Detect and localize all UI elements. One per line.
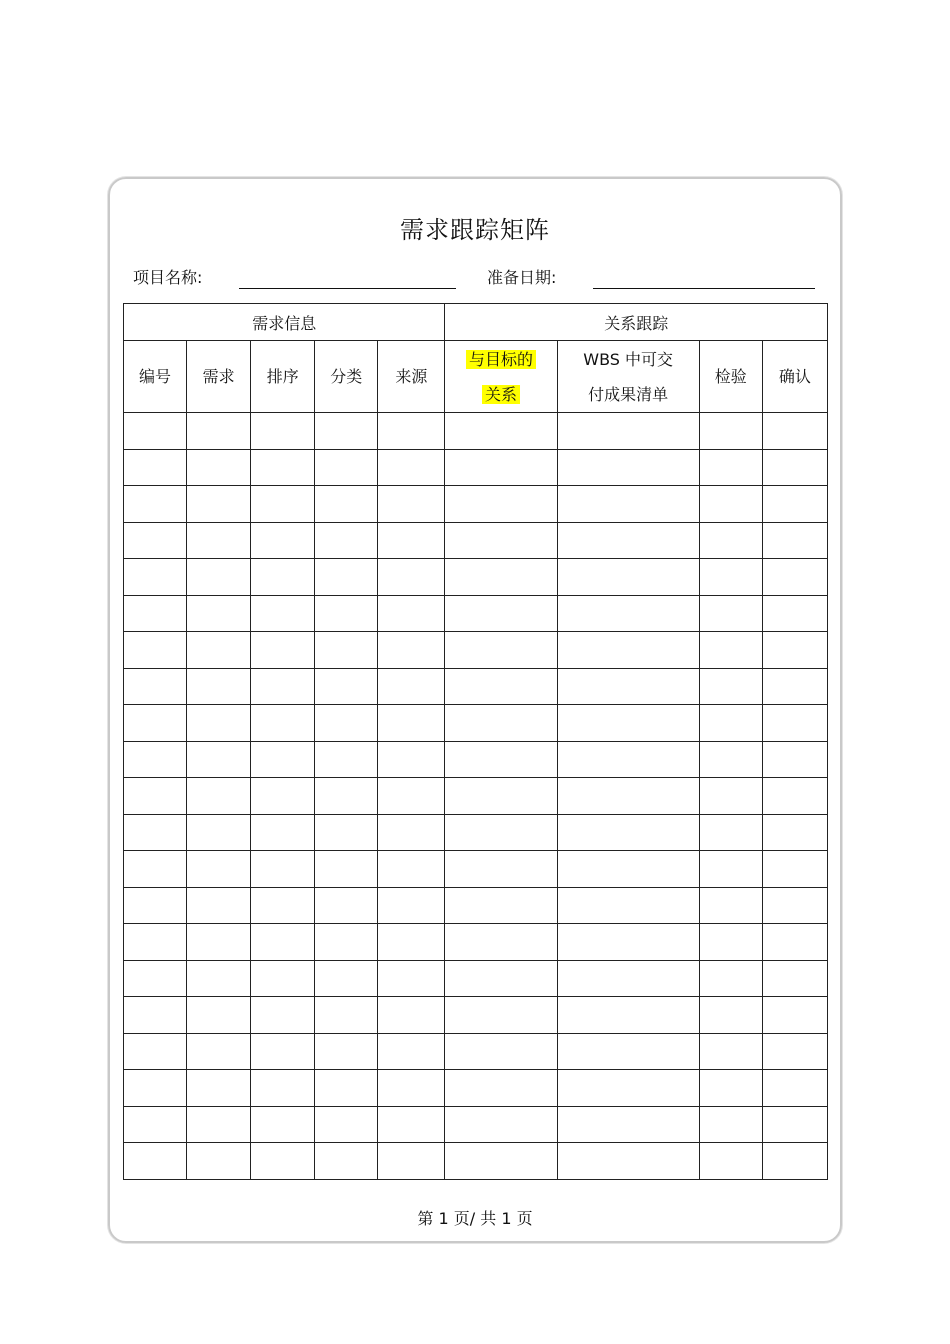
table-cell[interactable] [251, 741, 315, 778]
table-cell[interactable] [699, 924, 762, 961]
table-cell[interactable] [378, 741, 445, 778]
column-header-priority: 排序 [251, 341, 315, 413]
table-row [124, 778, 828, 815]
table-cell[interactable] [699, 668, 762, 705]
table-cell[interactable] [699, 997, 762, 1034]
table-cell[interactable] [187, 960, 251, 997]
table-cell[interactable] [187, 559, 251, 596]
table-cell[interactable] [315, 887, 378, 924]
table-cell[interactable] [187, 705, 251, 742]
table-cell[interactable] [315, 668, 378, 705]
table-cell[interactable] [124, 1106, 187, 1143]
table-row [124, 1033, 828, 1070]
table-cell[interactable] [445, 486, 557, 523]
table-cell[interactable] [762, 924, 827, 961]
table-cell[interactable] [378, 522, 445, 559]
table-cell[interactable] [124, 486, 187, 523]
table-row [124, 595, 828, 632]
table-cell[interactable] [315, 924, 378, 961]
table-cell[interactable] [315, 595, 378, 632]
table-cell[interactable] [378, 632, 445, 669]
table-cell[interactable] [378, 1106, 445, 1143]
table-cell[interactable] [557, 632, 699, 669]
group-header-row [124, 304, 828, 341]
table-cell[interactable] [124, 960, 187, 997]
table-cell[interactable] [762, 1070, 827, 1107]
table-cell[interactable] [557, 997, 699, 1034]
table-cell[interactable] [445, 522, 557, 559]
table-cell[interactable] [187, 924, 251, 961]
table-cell[interactable] [124, 595, 187, 632]
table-cell[interactable] [699, 1033, 762, 1070]
table-cell[interactable] [699, 449, 762, 486]
table-cell[interactable] [557, 413, 699, 450]
table-cell[interactable] [762, 413, 827, 450]
table-cell[interactable] [315, 449, 378, 486]
table-cell[interactable] [762, 814, 827, 851]
table-row [124, 997, 828, 1034]
table-cell[interactable] [187, 449, 251, 486]
table-cell[interactable] [557, 778, 699, 815]
table-cell[interactable] [762, 522, 827, 559]
table-cell[interactable] [187, 814, 251, 851]
table-cell[interactable] [762, 997, 827, 1034]
table-cell[interactable] [378, 705, 445, 742]
table-row [124, 1106, 828, 1143]
table-cell[interactable] [378, 595, 445, 632]
table-cell[interactable] [315, 1143, 378, 1180]
table-row [124, 1143, 828, 1180]
table-cell[interactable] [557, 486, 699, 523]
table-cell[interactable] [251, 924, 315, 961]
table-cell[interactable] [315, 1033, 378, 1070]
table-cell[interactable] [124, 851, 187, 888]
table-cell[interactable] [445, 1106, 557, 1143]
table-cell[interactable] [251, 814, 315, 851]
table-cell[interactable] [124, 559, 187, 596]
table-cell[interactable] [315, 705, 378, 742]
table-cell[interactable] [762, 668, 827, 705]
table-cell[interactable] [762, 778, 827, 815]
table-cell[interactable] [315, 960, 378, 997]
table-cell[interactable] [445, 778, 557, 815]
column-header-row [124, 341, 828, 413]
table-cell[interactable] [315, 814, 378, 851]
table-cell[interactable] [762, 486, 827, 523]
table-cell[interactable] [251, 486, 315, 523]
table-cell[interactable] [378, 924, 445, 961]
table-cell[interactable] [445, 887, 557, 924]
table-cell[interactable] [124, 887, 187, 924]
table-cell[interactable] [699, 413, 762, 450]
table-cell[interactable] [557, 668, 699, 705]
table-cell[interactable] [699, 1106, 762, 1143]
table-cell[interactable] [699, 522, 762, 559]
table-cell[interactable] [315, 486, 378, 523]
table-cell[interactable] [124, 997, 187, 1034]
table-cell[interactable] [762, 559, 827, 596]
column-header-confirmation: 确认 [762, 341, 827, 413]
table-cell[interactable] [187, 997, 251, 1034]
table-cell[interactable] [187, 1106, 251, 1143]
table-cell[interactable] [445, 1033, 557, 1070]
table-row [124, 814, 828, 851]
table-cell[interactable] [762, 1143, 827, 1180]
table-cell[interactable] [124, 1143, 187, 1180]
table-cell[interactable] [699, 814, 762, 851]
table-cell[interactable] [378, 778, 445, 815]
table-cell[interactable] [187, 1033, 251, 1070]
table-cell[interactable] [251, 960, 315, 997]
table-cell[interactable] [762, 632, 827, 669]
table-cell[interactable] [699, 960, 762, 997]
column-header-number: 编号 [124, 341, 187, 413]
table-cell[interactable] [378, 814, 445, 851]
column-header-category: 分类 [315, 341, 378, 413]
table-cell[interactable] [251, 705, 315, 742]
table-cell[interactable] [445, 595, 557, 632]
column-header-requirement: 需求 [187, 341, 251, 413]
table-cell[interactable] [378, 887, 445, 924]
table-cell[interactable] [378, 851, 445, 888]
table-cell[interactable] [251, 1070, 315, 1107]
table-cell[interactable] [187, 595, 251, 632]
table-cell[interactable] [251, 778, 315, 815]
table-cell[interactable] [762, 1033, 827, 1070]
column-header-source: 来源 [378, 341, 445, 413]
table-cell[interactable] [557, 522, 699, 559]
table-cell[interactable] [557, 814, 699, 851]
table-cell[interactable] [187, 668, 251, 705]
prep-date-field[interactable] [593, 288, 815, 289]
wbs-line2: 付成果清单 [588, 384, 669, 404]
prep-date-label: 准备日期: [487, 268, 557, 287]
table-cell[interactable] [251, 997, 315, 1034]
table-cell[interactable] [251, 668, 315, 705]
table-cell[interactable] [187, 522, 251, 559]
table-cell[interactable] [557, 595, 699, 632]
table-cell[interactable] [445, 741, 557, 778]
table-cell[interactable] [251, 632, 315, 669]
table-cell[interactable] [762, 960, 827, 997]
table-cell[interactable] [187, 887, 251, 924]
table-cell[interactable] [762, 887, 827, 924]
table-cell[interactable] [557, 741, 699, 778]
table-cell[interactable] [699, 778, 762, 815]
table-cell[interactable] [557, 960, 699, 997]
table-cell[interactable] [315, 632, 378, 669]
table-cell[interactable] [699, 559, 762, 596]
table-cell[interactable] [251, 413, 315, 450]
table-cell[interactable] [251, 1033, 315, 1070]
table-cell[interactable] [251, 1143, 315, 1180]
table-cell[interactable] [315, 413, 378, 450]
table-cell[interactable] [124, 1033, 187, 1070]
table-cell[interactable] [557, 1106, 699, 1143]
table-cell[interactable] [315, 1070, 378, 1107]
table-cell[interactable] [378, 1070, 445, 1107]
table-cell[interactable] [378, 486, 445, 523]
project-name-label: 项目名称: [133, 268, 203, 287]
table-cell[interactable] [124, 741, 187, 778]
table-row [124, 522, 828, 559]
table-cell[interactable] [378, 1143, 445, 1180]
table-cell[interactable] [378, 668, 445, 705]
table-cell[interactable] [251, 559, 315, 596]
table-cell[interactable] [445, 705, 557, 742]
column-header-verification: 检验 [699, 341, 762, 413]
table-cell[interactable] [762, 741, 827, 778]
table-cell[interactable] [251, 449, 315, 486]
wbs-line1: WBS 中可交 [583, 349, 674, 369]
page-footer: 第 1 页/ 共 1 页 [417, 1209, 533, 1228]
table-cell[interactable] [315, 522, 378, 559]
table-cell[interactable] [124, 1070, 187, 1107]
table-cell[interactable] [762, 1106, 827, 1143]
table-cell[interactable] [557, 924, 699, 961]
table-cell[interactable] [445, 1070, 557, 1107]
goal-relation-line2: 关系 [482, 385, 520, 404]
table-cell[interactable] [699, 851, 762, 888]
table-cell[interactable] [445, 449, 557, 486]
table-cell[interactable] [699, 595, 762, 632]
table-cell[interactable] [557, 449, 699, 486]
table-cell[interactable] [557, 887, 699, 924]
table-row [124, 887, 828, 924]
table-cell[interactable] [445, 1143, 557, 1180]
table-cell[interactable] [699, 887, 762, 924]
table-cell[interactable] [378, 449, 445, 486]
table-cell[interactable] [762, 449, 827, 486]
table-cell[interactable] [699, 632, 762, 669]
table-cell[interactable] [315, 741, 378, 778]
table-cell[interactable] [378, 559, 445, 596]
table-cell[interactable] [445, 997, 557, 1034]
table-cell[interactable] [315, 778, 378, 815]
column-header-wbs-deliverables [557, 341, 699, 413]
table-cell[interactable] [124, 778, 187, 815]
page-title: 需求跟踪矩阵 [400, 216, 550, 244]
table-cell[interactable] [699, 741, 762, 778]
table-cell[interactable] [124, 413, 187, 450]
group-header-relationship-tracking: 关系跟踪 [445, 304, 828, 341]
table-row [124, 851, 828, 888]
table-cell[interactable] [699, 486, 762, 523]
traceability-matrix-table [123, 303, 828, 1180]
table-row [124, 559, 828, 596]
table-cell[interactable] [762, 595, 827, 632]
table-cell[interactable] [251, 851, 315, 888]
table-cell[interactable] [251, 887, 315, 924]
table-cell[interactable] [187, 413, 251, 450]
table-cell[interactable] [378, 997, 445, 1034]
group-header-requirement-info: 需求信息 [124, 304, 445, 341]
table-cell[interactable] [187, 632, 251, 669]
table-cell[interactable] [445, 668, 557, 705]
table-cell[interactable] [445, 924, 557, 961]
table-cell[interactable] [557, 1070, 699, 1107]
table-cell[interactable] [557, 705, 699, 742]
table-cell[interactable] [699, 705, 762, 742]
table-cell[interactable] [315, 851, 378, 888]
table-row [124, 924, 828, 961]
table-cell[interactable] [445, 960, 557, 997]
table-row [124, 960, 828, 997]
table-cell[interactable] [762, 705, 827, 742]
table-row [124, 668, 828, 705]
table-row [124, 705, 828, 742]
table-cell[interactable] [251, 1106, 315, 1143]
table-cell[interactable] [124, 705, 187, 742]
table-cell[interactable] [378, 960, 445, 997]
table-cell[interactable] [315, 997, 378, 1034]
table-cell[interactable] [124, 814, 187, 851]
table-cell[interactable] [124, 632, 187, 669]
table-cell[interactable] [251, 522, 315, 559]
table-cell[interactable] [557, 559, 699, 596]
table-cell[interactable] [378, 1033, 445, 1070]
table-cell[interactable] [124, 449, 187, 486]
table-row [124, 741, 828, 778]
table-cell[interactable] [187, 851, 251, 888]
table-row [124, 486, 828, 523]
table-cell[interactable] [124, 522, 187, 559]
table-cell[interactable] [315, 1106, 378, 1143]
column-header-goal-relation [445, 341, 557, 413]
table-cell[interactable] [557, 851, 699, 888]
project-name-field[interactable] [239, 288, 456, 289]
table-cell[interactable] [445, 851, 557, 888]
table-cell[interactable] [187, 741, 251, 778]
table-cell[interactable] [445, 632, 557, 669]
table-cell[interactable] [445, 814, 557, 851]
table-cell[interactable] [315, 559, 378, 596]
table-cell[interactable] [557, 1143, 699, 1180]
table-cell[interactable] [445, 413, 557, 450]
table-cell[interactable] [187, 486, 251, 523]
table-cell[interactable] [251, 595, 315, 632]
table-cell[interactable] [187, 778, 251, 815]
table-cell[interactable] [378, 413, 445, 450]
table-row [124, 1070, 828, 1107]
table-cell[interactable] [762, 851, 827, 888]
table-cell[interactable] [124, 668, 187, 705]
goal-relation-line1: 与目标的 [466, 350, 536, 369]
table-row [124, 449, 828, 486]
table-cell[interactable] [445, 559, 557, 596]
table-cell[interactable] [557, 1033, 699, 1070]
table-row [124, 413, 828, 450]
table-cell[interactable] [187, 1143, 251, 1180]
table-cell[interactable] [187, 1070, 251, 1107]
table-cell[interactable] [699, 1143, 762, 1180]
table-cell[interactable] [699, 1070, 762, 1107]
table-row [124, 632, 828, 669]
table-cell[interactable] [124, 924, 187, 961]
